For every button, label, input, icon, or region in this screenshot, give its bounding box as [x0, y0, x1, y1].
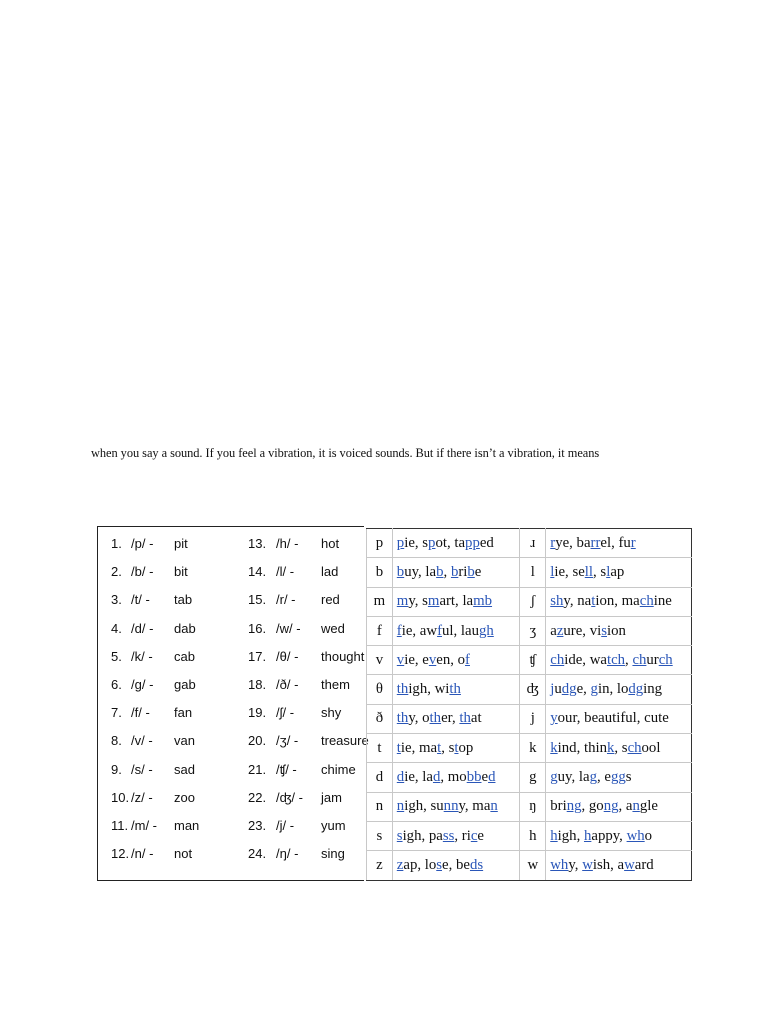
list-item-sym: /v/ - — [131, 733, 153, 749]
example-text: y, — [568, 856, 583, 873]
list-item-sym: /ʤ/ - — [276, 789, 303, 805]
ipa-symbol-cell: p — [367, 529, 393, 558]
list-item — [111, 535, 199, 563]
highlighted-letters: wh — [550, 856, 569, 873]
example-text: igh, su — [404, 798, 444, 815]
ipa-symbol-cell: j — [520, 704, 546, 733]
highlighted-letters: gg — [610, 769, 626, 786]
highlighted-letters: s — [396, 827, 403, 844]
example-text: en, o — [436, 651, 466, 668]
highlighted-letters: m — [396, 593, 409, 610]
example-text: appy, — [591, 827, 627, 844]
highlighted-letters: b — [450, 563, 459, 580]
list-item-sym: /ʒ/ - — [276, 733, 299, 749]
highlighted-letters: th — [396, 710, 409, 727]
example-text: igh, wi — [408, 681, 450, 698]
list-item — [111, 761, 199, 789]
ipa-examples-cell — [392, 675, 520, 704]
ipa-consonant-table — [366, 528, 692, 881]
highlighted-letters: l — [550, 563, 555, 580]
highlighted-letters: pp — [465, 534, 480, 551]
ipa-symbol-cell: ɹ — [520, 529, 546, 558]
list-item-num: 22. — [248, 789, 267, 805]
highlighted-letters: ng — [603, 798, 619, 815]
ipa-symbol-cell: h — [520, 821, 546, 850]
list-item-word: bit — [174, 564, 188, 580]
list-item-num: 13. — [248, 536, 267, 551]
ipa-examples-cell — [392, 529, 520, 558]
ipa-examples-cell — [392, 558, 520, 587]
example-text: ye, ba — [555, 534, 591, 551]
list-item-num: 16. — [248, 620, 267, 636]
ipa-examples-cell — [546, 821, 692, 850]
highlighted-letters: th — [459, 710, 471, 727]
example-text: s — [625, 769, 632, 786]
list-item — [248, 845, 369, 873]
highlighted-letters: ll — [584, 563, 594, 580]
example-text: art, la — [439, 593, 474, 610]
example-text: gle — [639, 798, 658, 815]
highlighted-letters: b — [396, 563, 405, 580]
example-text: at — [470, 710, 482, 727]
highlighted-letters: sh — [550, 593, 564, 610]
highlighted-letters: m — [427, 593, 440, 610]
list-item-num: 18. — [248, 676, 267, 692]
example-text: ul, lau — [442, 622, 480, 639]
ipa-symbol-cell: θ — [367, 675, 393, 704]
list-item-word: sad — [174, 761, 195, 777]
ipa-symbol-cell: ʃ — [520, 587, 546, 616]
list-item-num: 11. — [111, 817, 129, 833]
ipa-symbol-cell: g — [520, 763, 546, 792]
example-text: bri — [550, 798, 567, 815]
example-text: ot, ta — [435, 534, 466, 551]
example-text: ion — [606, 622, 626, 639]
highlighted-letters: th — [396, 681, 409, 698]
example-text: , go — [581, 798, 604, 815]
ipa-symbol-cell: ʧ — [520, 646, 546, 675]
list-item-word: van — [174, 733, 195, 749]
example-text: ie, e — [404, 651, 429, 668]
list-item — [111, 648, 199, 676]
list-item — [248, 535, 369, 563]
list-item — [248, 761, 369, 789]
example-text: y, ma — [458, 798, 491, 815]
example-text: e, — [576, 681, 591, 698]
example-text: igh, — [557, 827, 584, 844]
list-item-word: thought — [321, 648, 365, 664]
list-item-num: 24. — [248, 846, 267, 862]
list-item-num: 12. — [111, 846, 130, 862]
highlighted-letters: rr — [590, 534, 601, 551]
example-text: ap, lo — [403, 856, 437, 873]
ipa-symbol-cell: d — [367, 763, 393, 792]
highlighted-letters: d — [432, 769, 441, 786]
table-row — [367, 821, 692, 850]
highlighted-letters: f — [396, 622, 402, 639]
example-text: ie, s — [404, 534, 429, 551]
list-item-num: 5. — [111, 648, 122, 664]
highlighted-letters: ch — [550, 651, 565, 668]
ipa-symbol-cell: l — [520, 558, 546, 587]
list-item — [111, 591, 199, 619]
list-item-sym: /k/ - — [131, 648, 153, 664]
highlighted-letters: ch — [639, 593, 654, 610]
highlighted-letters: h — [550, 827, 558, 844]
list-item-num: 14. — [248, 564, 267, 580]
example-text: ion, ma — [595, 593, 640, 610]
example-text: y, s — [408, 593, 428, 610]
list-item — [111, 789, 199, 817]
highlighted-letters: dg — [628, 681, 644, 698]
example-text: in, lo — [597, 681, 629, 698]
example-text: ie, aw — [401, 622, 438, 639]
list-item-sym: /ʃ/ - — [276, 705, 295, 721]
list-item-sym: /w/ - — [276, 620, 301, 636]
list-item-num: 7. — [111, 705, 122, 721]
highlighted-letters: ds — [469, 856, 484, 873]
example-text: ie, se — [554, 563, 585, 580]
list-item-sym: /j/ - — [276, 817, 295, 833]
list-item-sym: /t/ - — [131, 592, 150, 608]
ipa-examples-cell — [546, 616, 692, 645]
highlighted-letters: s — [436, 856, 443, 873]
ipa-symbol-cell: n — [367, 792, 393, 821]
list-item-word: wed — [321, 620, 345, 636]
list-item — [111, 817, 199, 845]
list-item-word: gab — [174, 676, 196, 692]
ipa-symbol-cell: w — [520, 851, 546, 880]
list-item-word: man — [174, 817, 200, 833]
ipa-symbol-cell: v — [367, 646, 393, 675]
highlighted-letters: mb — [473, 593, 493, 610]
highlighted-letters: r — [630, 534, 636, 551]
highlighted-letters: n — [396, 798, 405, 815]
list-item-word: cab — [174, 648, 195, 664]
ipa-examples-cell — [392, 587, 520, 616]
ipa-examples-cell — [392, 763, 520, 792]
consonant-list-column-2 — [248, 535, 369, 873]
list-item-sym: /l/ - — [276, 564, 295, 580]
table-row — [367, 529, 692, 558]
list-item — [111, 620, 199, 648]
example-text: uy, la — [404, 563, 437, 580]
list-item-sym: /g/ - — [131, 676, 154, 692]
ipa-symbol-cell: f — [367, 616, 393, 645]
highlighted-letters: s — [601, 622, 607, 639]
example-text: e — [477, 827, 484, 844]
highlighted-letters: t — [396, 739, 401, 756]
list-item — [248, 676, 369, 704]
list-item-num: 6. — [111, 676, 122, 692]
highlighted-letters: g — [590, 681, 598, 698]
consonant-list-column-1 — [111, 535, 199, 873]
highlighted-letters: th — [429, 710, 442, 727]
list-item-num: 4. — [111, 620, 122, 636]
example-text: , e — [596, 769, 611, 786]
ipa-examples-cell — [392, 851, 520, 880]
highlighted-letters: p — [428, 534, 436, 551]
ipa-examples-cell — [392, 821, 520, 850]
list-item-word: pit — [174, 536, 188, 551]
highlighted-letters: v — [396, 651, 405, 668]
ipa-examples-cell — [546, 675, 692, 704]
list-item-sym: /s/ - — [131, 761, 153, 777]
ipa-symbol-cell: ʒ — [520, 616, 546, 645]
highlighted-letters: g — [589, 769, 597, 786]
ipa-examples-cell — [392, 704, 520, 733]
list-item — [248, 563, 369, 591]
table-row — [367, 763, 692, 792]
list-item-word: dab — [174, 620, 196, 636]
list-item — [248, 591, 369, 619]
table-row — [367, 734, 692, 763]
list-item — [248, 817, 369, 845]
list-item-sym: /r/ - — [276, 592, 296, 608]
example-text: y, na — [563, 593, 592, 610]
example-text: el, fu — [600, 534, 631, 551]
ipa-symbol-cell: ŋ — [520, 792, 546, 821]
list-item-sym: /d/ - — [131, 620, 154, 636]
list-item-word: fan — [174, 705, 193, 721]
highlighted-letters: k — [606, 739, 615, 756]
example-text: ing — [643, 681, 663, 698]
highlighted-letters: b — [436, 563, 444, 580]
list-item-word: them — [321, 676, 350, 692]
ipa-symbol-cell: z — [367, 851, 393, 880]
list-item-sym: /p/ - — [131, 536, 154, 551]
list-item-word: shy — [321, 705, 342, 721]
consonant-list-box — [97, 526, 369, 881]
highlighted-letters: ss — [442, 827, 455, 844]
list-item-word: jam — [321, 789, 342, 805]
highlighted-letters: th — [449, 681, 461, 698]
highlighted-letters: l — [606, 563, 611, 580]
highlighted-letters: dg — [561, 681, 577, 698]
example-text: e — [481, 769, 489, 786]
example-text: ool — [641, 739, 661, 756]
example-text: uy, la — [557, 769, 590, 786]
highlighted-letters: wh — [626, 827, 645, 844]
highlighted-letters: tch — [606, 651, 626, 668]
list-item-word: yum — [321, 817, 346, 833]
table-row — [367, 792, 692, 821]
list-item-word: zoo — [174, 789, 195, 805]
example-text: a — [550, 622, 557, 639]
example-text: igh, pa — [402, 827, 443, 844]
highlighted-letters: k — [550, 739, 558, 756]
table-row — [367, 675, 692, 704]
ipa-examples-cell — [546, 558, 692, 587]
example-text: , s — [593, 563, 607, 580]
example-text: ie, ma — [400, 739, 438, 756]
list-item — [111, 732, 199, 760]
example-text: er, — [441, 710, 460, 727]
ipa-examples-cell — [546, 792, 692, 821]
list-item-word: red — [321, 592, 340, 608]
list-item — [248, 732, 369, 760]
highlighted-letters: p — [396, 534, 405, 551]
highlighted-letters: d — [396, 769, 405, 786]
ipa-examples-cell — [546, 763, 692, 792]
highlighted-letters: r — [550, 534, 556, 551]
example-text: u — [554, 681, 562, 698]
example-text: op — [458, 739, 474, 756]
list-item — [111, 563, 199, 591]
list-item-num: 10. — [111, 789, 130, 805]
highlighted-letters: h — [583, 827, 592, 844]
list-item-num: 3. — [111, 592, 122, 608]
example-text: ind, thin — [557, 739, 607, 756]
ipa-examples-cell — [546, 704, 692, 733]
list-item-num: 17. — [248, 648, 267, 664]
example-text: , — [625, 651, 633, 668]
list-item-num: 21. — [248, 761, 267, 777]
highlighted-letters: ch — [627, 739, 642, 756]
list-item-word: treasure — [321, 733, 369, 749]
highlighted-letters: j — [550, 681, 555, 698]
example-text: , — [443, 563, 451, 580]
ipa-examples-cell — [546, 646, 692, 675]
example-text: y, o — [408, 710, 430, 727]
highlighted-letters: z — [556, 622, 564, 639]
list-item-sym: /ð/ - — [276, 676, 299, 692]
highlighted-letters: bb — [466, 769, 482, 786]
table-row — [367, 616, 692, 645]
intro-paragraph: when you say a sound. If you feel a vibration, it is voiced sounds. But if there isn’t a vibration, it means — [91, 446, 600, 460]
ipa-examples-cell — [392, 616, 520, 645]
list-item — [248, 648, 369, 676]
highlighted-letters: nn — [443, 798, 459, 815]
example-text: ard — [634, 856, 654, 873]
example-text: ure, vi — [563, 622, 602, 639]
list-item-num: 9. — [111, 761, 122, 777]
list-item — [248, 620, 369, 648]
ipa-symbol-cell: m — [367, 587, 393, 616]
highlighted-letters: w — [582, 856, 593, 873]
highlighted-letters: z — [396, 856, 404, 873]
highlighted-letters: ch — [632, 651, 647, 668]
table-row — [367, 704, 692, 733]
list-item-sym: /m/ - — [131, 817, 157, 833]
list-item-sym: /f/ - — [131, 705, 150, 721]
list-item-sym: /b/ - — [131, 564, 154, 580]
list-item-num: 1. — [111, 536, 122, 551]
ipa-examples-cell — [546, 851, 692, 880]
example-text: ide, wa — [564, 651, 607, 668]
example-text: ish, a — [592, 856, 625, 873]
example-text: ine — [653, 593, 672, 610]
table-row — [367, 587, 692, 616]
list-item-num: 23. — [248, 817, 267, 833]
highlighted-letters: c — [470, 827, 478, 844]
highlighted-letters: v — [428, 651, 437, 668]
highlighted-letters: d — [488, 769, 496, 786]
list-item — [111, 704, 199, 732]
ipa-symbol-cell: ð — [367, 704, 393, 733]
ipa-symbol-cell: s — [367, 821, 393, 850]
highlighted-letters: t — [454, 739, 459, 756]
ipa-examples-cell — [546, 587, 692, 616]
example-text: ur — [646, 651, 659, 668]
highlighted-letters: g — [550, 769, 558, 786]
highlighted-letters: n — [490, 798, 498, 815]
highlighted-letters: t — [437, 739, 442, 756]
example-text: ie, la — [404, 769, 433, 786]
highlighted-letters: b — [467, 563, 475, 580]
example-text: ri — [458, 563, 468, 580]
list-item-sym: /h/ - — [276, 536, 299, 551]
example-text: , mo — [440, 769, 467, 786]
list-item-sym: /ʧ/ - — [276, 761, 297, 777]
list-item-word: sing — [321, 846, 345, 862]
list-item-sym: /θ/ - — [276, 648, 299, 664]
list-item-num: 19. — [248, 705, 267, 721]
ipa-symbol-cell: t — [367, 734, 393, 763]
list-item-sym: /n/ - — [131, 846, 154, 862]
list-item — [111, 845, 199, 873]
table-row — [367, 558, 692, 587]
table-row — [367, 646, 692, 675]
example-text: , s — [614, 739, 628, 756]
list-item-word: lad — [321, 564, 339, 580]
list-item-num: 20. — [248, 733, 267, 749]
example-text: o — [644, 827, 653, 844]
ipa-symbol-cell: k — [520, 734, 546, 763]
list-item-word: hot — [321, 536, 340, 551]
example-text: , ri — [454, 827, 471, 844]
highlighted-letters: w — [624, 856, 635, 873]
ipa-examples-cell — [546, 734, 692, 763]
list-item-word: chime — [321, 761, 356, 777]
list-item-word: not — [174, 846, 193, 862]
list-item-num: 15. — [248, 592, 267, 608]
ipa-examples-cell — [392, 792, 520, 821]
example-text: , a — [618, 798, 633, 815]
highlighted-letters: ng — [566, 798, 582, 815]
list-item — [248, 704, 369, 732]
example-text: , s — [441, 739, 455, 756]
list-item — [111, 676, 199, 704]
highlighted-letters: ch — [658, 651, 673, 668]
highlighted-letters: gh — [479, 622, 494, 639]
ipa-examples-cell — [392, 734, 520, 763]
list-item-word: tab — [174, 592, 193, 608]
list-item-sym: /z/ - — [131, 789, 153, 805]
ipa-examples-cell — [546, 529, 692, 558]
ipa-symbol-cell: ʤ — [520, 675, 546, 704]
highlighted-letters: t — [591, 593, 596, 610]
example-text: ed — [479, 534, 494, 551]
example-text: e — [474, 563, 482, 580]
example-text: e, be — [442, 856, 470, 873]
ipa-examples-cell — [392, 646, 520, 675]
highlighted-letters: f — [465, 651, 470, 668]
highlighted-letters: y — [550, 710, 558, 727]
list-item — [248, 789, 369, 817]
highlighted-letters: f — [437, 622, 443, 639]
table-row — [367, 851, 692, 880]
ipa-symbol-cell: b — [367, 558, 393, 587]
list-item-num: 8. — [111, 733, 122, 749]
highlighted-letters: n — [632, 798, 640, 815]
list-item-sym: /ŋ/ - — [276, 846, 299, 862]
list-item-num: 2. — [111, 564, 122, 580]
example-text: ap — [610, 563, 625, 580]
example-text: our, beautiful, cute — [557, 710, 669, 727]
